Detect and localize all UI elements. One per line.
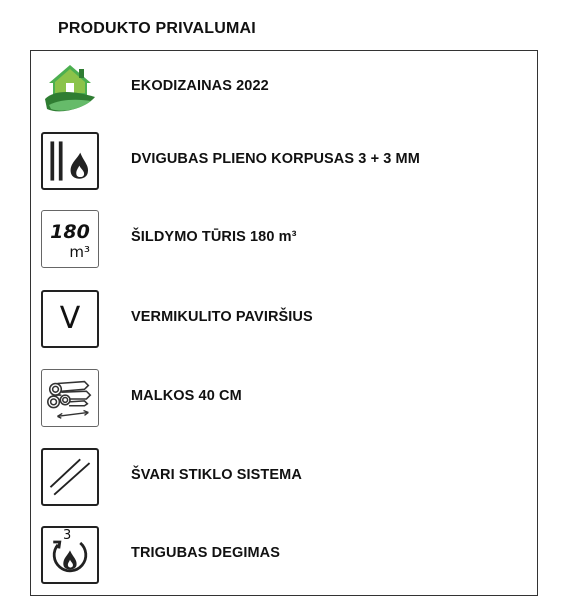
triple-combustion-number: 3 [63, 528, 72, 543]
feature-row-ecodesign [31, 59, 537, 119]
clean-glass-icon [41, 448, 99, 506]
feature-label-firewood: MALKOS 40 CM [131, 388, 242, 404]
triple-combustion-icon [41, 526, 99, 584]
feature-label-triple-combustion: TRIGUBAS DEGIMAS [131, 545, 281, 561]
eco-house-icon [41, 59, 99, 117]
steel-wall-flame-icon [41, 132, 99, 190]
feature-row-heating-volume [31, 210, 537, 270]
feature-label-steel-body: DVIGUBAS PLIENO KORPUSAS 3 + 3 MM [131, 151, 420, 167]
features-panel [30, 50, 538, 596]
feature-row-triple-combustion [31, 526, 537, 586]
feature-label-heating-volume: ŠILDYMO TŪRIS 180 m³ [131, 229, 297, 245]
feature-row-firewood [31, 369, 537, 429]
vermiculite-icon [41, 290, 99, 348]
feature-row-steel-body [31, 132, 537, 192]
heating-volume-value: 180 [50, 221, 90, 243]
feature-label-vermiculite: VERMIKULITO PAVIRŠIUS [131, 309, 313, 325]
feature-row-vermiculite [31, 290, 537, 350]
firewood-icon [41, 369, 99, 427]
feature-row-clean-glass [31, 448, 537, 508]
heating-volume-icon [41, 210, 99, 268]
feature-label-clean-glass: ŠVARI STIKLO SISTEMA [131, 467, 302, 483]
heating-volume-unit: m³ [69, 243, 90, 261]
section-heading: PRODUKTO PRIVALUMAI [58, 20, 256, 37]
feature-label-ecodesign: EKODIZAINAS 2022 [131, 78, 269, 94]
vermiculite-letter: V [59, 301, 81, 336]
